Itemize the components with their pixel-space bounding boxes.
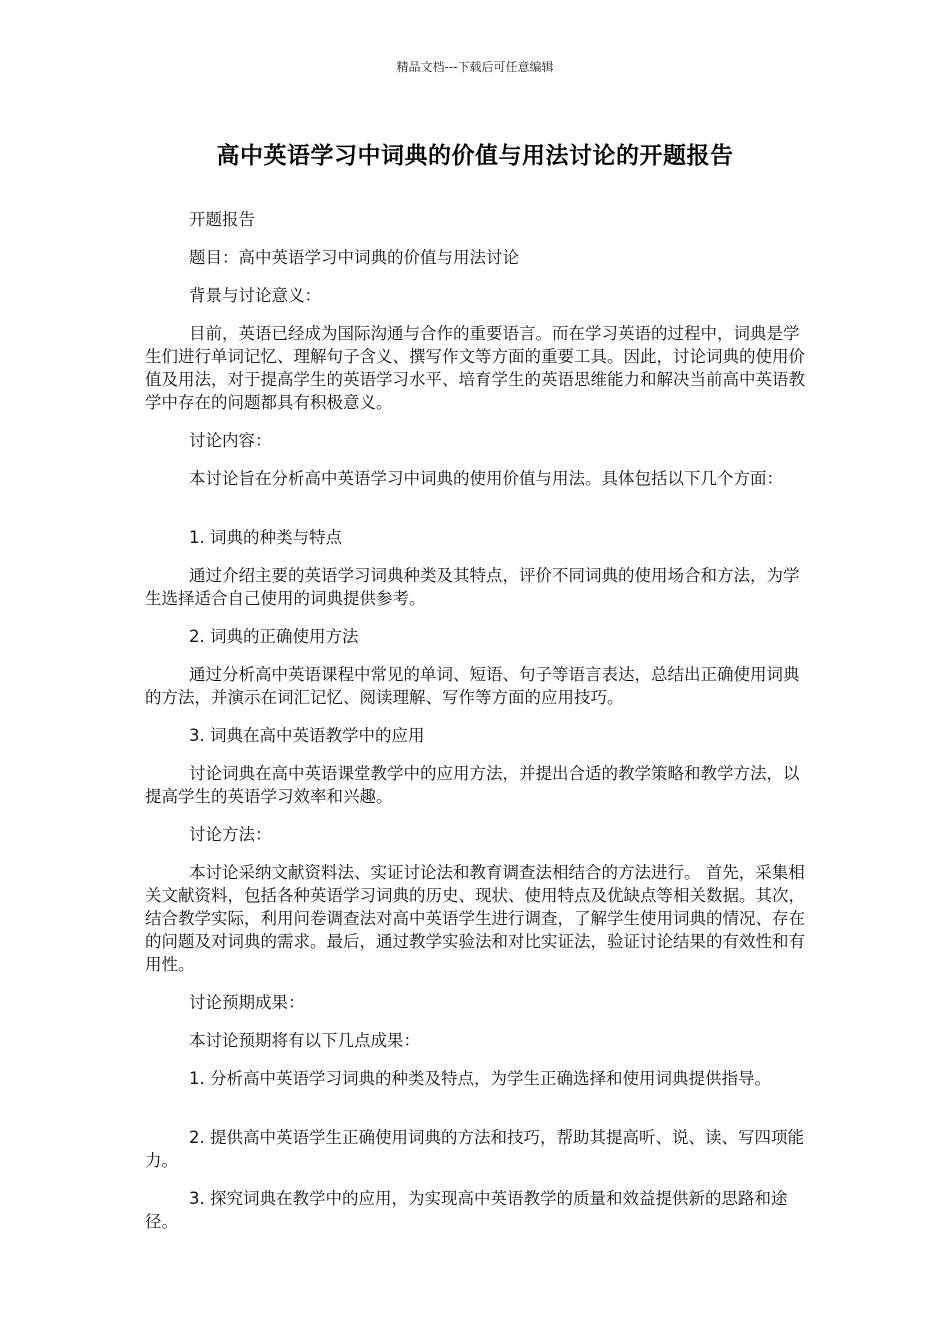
document-title: 高中英语学习中词典的价值与用法讨论的开题报告 <box>216 143 734 169</box>
list-item: 3. 探究词典在教学中的应用，为实现高中英语教学的质量和效益提供新的思路和途径。 <box>145 1189 788 1231</box>
section-heading: 讨论预期成果： <box>189 993 305 1012</box>
paragraph: 本讨论采纳文献资料法、实证讨论法和教育调查法相结合的方法进行。 首先，采集相关文献资料，包括各种英语学习词典的历史、现状、使用特点及优缺点等相关数据。其次，结合教学实际，利用问卷调查法对高中英语学生进行调查，了解学生使用词典的情况、存在的问题及对词典的需求。最后，通过教学实验法和对比实证法，验证讨论结果的有效性和有用性。 <box>145 863 805 974</box>
paragraph-topic: 题目：高中英语学习中词典的价值与用法讨论 <box>189 248 519 267</box>
paragraph: 讨论词典在高中英语课堂教学中的应用方法，并提出合适的教学策略和教学方法，以提高学生的英语学习效率和兴趣。 <box>145 764 800 806</box>
paragraph: 通过介绍主要的英语学习词典种类及其特点，评价不同词典的使用场合和方法，为学生选择适合自己使用的词典提供参考。 <box>145 566 800 608</box>
list-item-heading: 1. 词典的种类与特点 <box>189 528 342 547</box>
list-item: 2. 提供高中英语学生正确使用词典的方法和技巧，帮助其提高听、说、读、写四项能力。 <box>145 1128 804 1170</box>
paragraph: 目前，英语已经成为国际沟通与合作的重要语言。而在学习英语的过程中，词典是学生们进行单词记忆、理解句子含义、撰写作文等方面的重要工具。因此，讨论词典的使用价值及用法，对于提高学生的英语学习水平、培育学生的英语思维能力和解决当前高中英语教学中存在的问题都具有积极意义。 <box>145 324 805 412</box>
list-item-heading: 2. 词典的正确使用方法 <box>189 627 359 646</box>
list-item-heading: 3. 词典在高中英语教学中的应用 <box>189 726 425 745</box>
paragraph: 通过分析高中英语课程中常见的单词、短语、句子等语言表达，总结出正确使用词典的方法，并演示在词汇记忆、阅读理解、写作等方面的应用技巧。 <box>145 665 800 707</box>
section-heading: 背景与讨论意义： <box>189 286 321 305</box>
section-heading: 讨论方法： <box>189 825 272 844</box>
section-heading: 讨论内容： <box>189 431 272 450</box>
document-body <box>145 208 815 1233</box>
paragraph: 本讨论旨在分析高中英语学习中词典的使用价值与用法。具体包括以下几个方面： <box>189 469 783 488</box>
paragraph: 本讨论预期将有以下几点成果： <box>189 1031 420 1050</box>
header-note: 精品文档---下载后可任意编辑 <box>396 60 554 74</box>
list-item: 1. 分析高中英语学习词典的种类及特点，为学生正确选择和使用词典提供指导。 <box>189 1069 771 1088</box>
paragraph-label: 开题报告 <box>189 210 255 229</box>
